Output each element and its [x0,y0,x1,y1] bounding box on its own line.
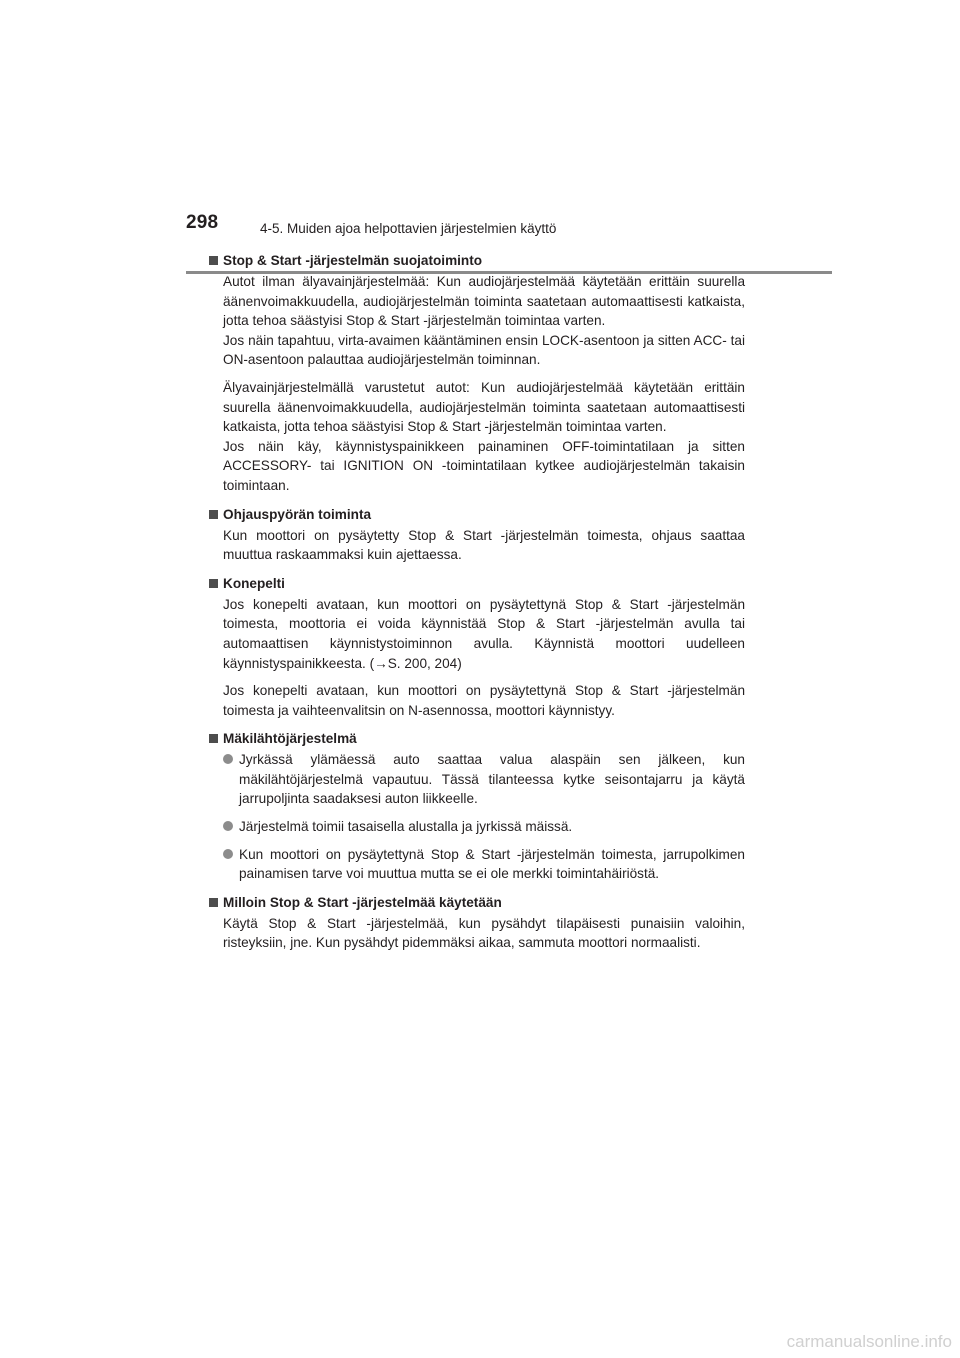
page-number: 298 [186,212,219,233]
square-bullet-icon [209,898,218,907]
chapter-title: 4-5. Muiden ajoa helpottavien järjestelmien käyttö [260,221,557,236]
page-content [209,251,745,962]
square-bullet-icon [209,579,218,588]
square-bullet-icon [209,256,218,265]
watermark: carmanualsonline.info [786,1332,952,1351]
section-heading: Mäkilähtöjärjestelmä [209,729,745,749]
list-item: Kun moottori on pysäytettynä Stop & Start -järjestelmän toimesta, jarrupolkimen painamisen tarve voi muuttua mutta se ei ole merkki toimintahäiriöstä. [209,845,745,884]
circle-bullet-icon [223,849,233,859]
section-stop-start-protection [209,251,745,496]
circle-bullet-icon [223,754,233,764]
paragraph: Jos konepelti avataan, kun moottori on pysäytettynä Stop & Start -järjestelmän toimesta ja vaihteenvalitsin on N-asennossa, moottori käynnistyy. [223,683,745,718]
list-item: Järjestelmä toimii tasaisella alustalla ja jyrkissä mäissä. [209,817,745,837]
section-heading: Ohjauspyörän toiminta [209,505,745,525]
section-heading: Stop & Start -järjestelmän suojatoiminto [209,251,745,271]
section-heading: Milloin Stop & Start -järjestelmää käytetään [209,893,745,913]
square-bullet-icon [209,510,218,519]
square-bullet-icon [209,734,218,743]
paragraph: Autot ilman älyavainjärjestelmää: Kun audiojärjestelmää käytetään erittäin suurella äänenvoimakkuudella, audiojärjestelmän toiminta saatetaan automaattisesti katkaista, jotta tehoa säästyisi Stop & Start -järjestelmän toimintaa varten. Jos näin tapahtuu, virta-avaimen kääntäminen ensin LOCK-asentoon ja sitten ACC- tai ON-asentoon palauttaa audiojärjestelmän toiminnan. [223,274,745,368]
paragraph: Kun moottori on pysäytetty Stop & Start -järjestelmän toimesta, ohjaus saattaa muuttua raskaammaksi kuin ajettaessa. [223,527,745,563]
paragraph: Älyavainjärjestelmällä varustetut autot: Kun audiojärjestelmää käytetään erittäin suurella äänenvoimakkuudella, audiojärjestelmän toiminta saatetaan automaattisesti katkaista, jotta tehoa säästyisi Stop & Start -järjestelmän toimintaa varten. Jos näin käy, käynnistyspainikkeen painaminen OFF-toimintatilaan ja sitten ACCESSORY- tai IGNITION ON -toimintatilaan kytkee audiojärjestelmän takaisin toimintaan. [223,379,745,493]
section-hood [209,574,745,721]
section-heading: Konepelti [209,574,745,594]
section-hill-start [209,729,745,884]
section-when-used [209,893,745,953]
paragraph: Käytä Stop & Start -järjestelmää, kun pysähdyt tilapäisesti punaisiin valoihin, risteyksiin, jne. Kun pysähdyt pidemmäksi aikaa, sammuta moottori normaalisti. [223,915,745,951]
circle-bullet-icon [223,821,233,831]
section-steering [209,505,745,565]
list-item: Jyrkässä ylämäessä auto saattaa valua alaspäin sen jälkeen, kun mäkilähtöjärjestelmä vapautuu. Tässä tilanteessa kytke seisontajarru ja käytä jarrupoljinta saadaksesi auton liikkeelle. [209,750,745,809]
paragraph: Jos konepelti avataan, kun moottori on pysäytettynä Stop & Start -järjestelmän toimesta, moottoria ei voida käynnistää Stop & Start -järjestelmän avulla tai automaattisen käynnistystoiminnon avulla. Käynnistä moottori uudelleen käynnistyspainikkeesta. (→S. 200, 204) [223,596,745,671]
